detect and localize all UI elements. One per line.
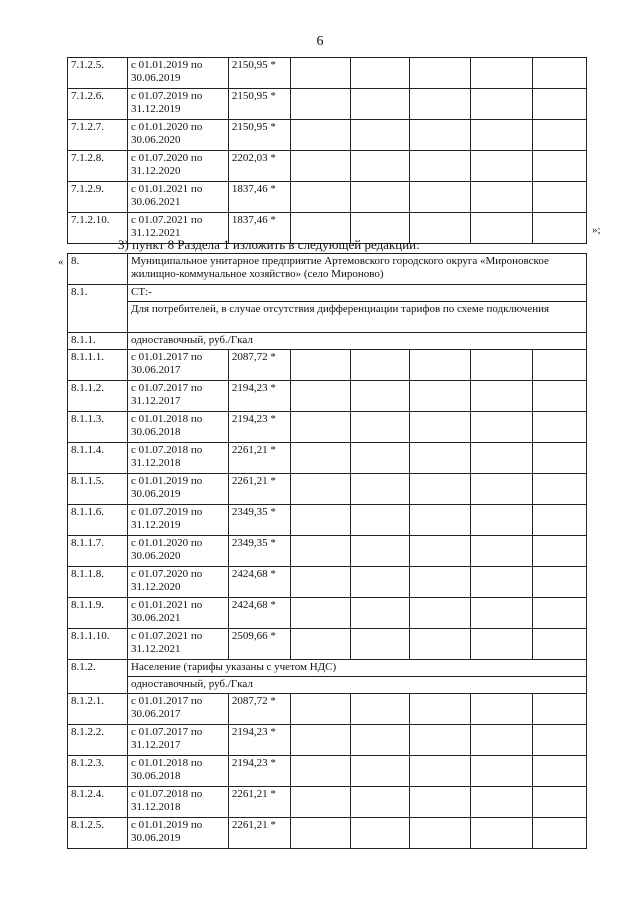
empty-cell — [533, 182, 587, 213]
row-code: 7.1.2.6. — [68, 89, 128, 120]
empty-cell — [290, 725, 350, 756]
period-cell: с 01.01.2019 по 30.06.2019 — [128, 58, 229, 89]
row-code: 7.1.2.7. — [68, 120, 128, 151]
empty-cell — [533, 818, 587, 849]
empty-cell — [351, 756, 410, 787]
row-code: 7.1.2.10. — [68, 213, 128, 244]
closing-quote: »; — [592, 224, 601, 236]
empty-cell — [409, 412, 470, 443]
empty-cell — [533, 725, 587, 756]
empty-cell — [351, 598, 410, 629]
empty-cell — [533, 474, 587, 505]
period-cell: с 01.07.2020 по 31.12.2020 — [128, 151, 229, 182]
empty-cell — [409, 598, 470, 629]
tariff-value: 2261,21 * — [228, 818, 290, 849]
tariff-value: 2087,72 * — [228, 694, 290, 725]
empty-cell — [351, 120, 410, 151]
tariff-value: 2202,03 * — [228, 151, 290, 182]
empty-cell — [409, 443, 470, 474]
empty-cell — [351, 182, 410, 213]
empty-cell — [471, 213, 533, 244]
empty-cell — [290, 474, 350, 505]
row-code: 8.1.1.8. — [68, 567, 128, 598]
empty-cell — [409, 756, 470, 787]
population-tariff-rows — [68, 694, 587, 849]
tariff-value: 2087,72 * — [228, 350, 290, 381]
tariff-value: 2150,95 * — [228, 89, 290, 120]
empty-cell — [290, 443, 350, 474]
empty-cell — [471, 443, 533, 474]
empty-cell — [351, 474, 410, 505]
empty-cell — [290, 787, 350, 818]
page-number: 6 — [316, 34, 324, 49]
empty-cell — [351, 536, 410, 567]
empty-cell — [471, 567, 533, 598]
tariff-row — [68, 151, 587, 182]
empty-cell — [410, 120, 471, 151]
empty-cell — [471, 725, 533, 756]
period-cell: с 01.07.2020 по 31.12.2020 — [128, 567, 229, 598]
period-cell: с 01.01.2020 по 30.06.2020 — [128, 536, 229, 567]
row-code: 8.1.2.5. — [68, 818, 128, 849]
row-code: 7.1.2.9. — [68, 182, 128, 213]
tariff-row — [68, 120, 587, 151]
tariff-row — [68, 505, 587, 536]
row-code: 7.1.2.8. — [68, 151, 128, 182]
tariff-row — [68, 412, 587, 443]
tariff-value: 2194,23 * — [228, 412, 290, 443]
row-code: 8.1.2. — [68, 660, 128, 694]
empty-cell — [290, 505, 350, 536]
tariff-value: 2349,35 * — [228, 536, 290, 567]
row-code: 8.1.1.3. — [68, 412, 128, 443]
tariff-row — [68, 350, 587, 381]
tariff-row — [68, 89, 587, 120]
tariff-table-7-body — [68, 58, 587, 244]
period-cell: с 01.01.2021 по 30.06.2021 — [128, 598, 229, 629]
empty-cell — [290, 350, 350, 381]
empty-cell — [351, 505, 410, 536]
row-code: 8.1.1.9. — [68, 598, 128, 629]
empty-cell — [409, 350, 470, 381]
row-code: 7.1.2.5. — [68, 58, 128, 89]
empty-cell — [533, 694, 587, 725]
period-cell: с 01.01.2020 по 30.06.2020 — [128, 120, 229, 151]
tariff-value: 2424,68 * — [228, 567, 290, 598]
empty-cell — [471, 474, 533, 505]
empty-cell — [290, 818, 350, 849]
row-code: 8.1.1.10. — [68, 629, 128, 660]
empty-cell — [351, 694, 410, 725]
st-row — [68, 285, 587, 302]
tariff-row — [68, 182, 587, 213]
period-cell: с 01.07.2019 по 31.12.2019 — [128, 505, 229, 536]
row-code: 8.1.1.6. — [68, 505, 128, 536]
empty-cell — [409, 694, 470, 725]
empty-cell — [351, 818, 410, 849]
row-code: 8.1.1.5. — [68, 474, 128, 505]
unit-label: одноставочный, руб./Гкал — [128, 333, 587, 350]
row-code: 8.1.1.7. — [68, 536, 128, 567]
empty-cell — [471, 629, 533, 660]
empty-cell — [533, 381, 587, 412]
period-cell: с 01.01.2019 по 30.06.2019 — [128, 474, 229, 505]
tariff-value: 1837,46 * — [228, 182, 290, 213]
tariff-table-8 — [67, 253, 587, 849]
empty-cell — [471, 151, 533, 182]
consumer-tariff-rows — [68, 350, 587, 660]
consumers-note-row — [68, 302, 587, 333]
unit-label: одноставочный, руб./Гкал — [128, 677, 587, 694]
empty-cell — [409, 567, 470, 598]
empty-cell — [291, 89, 351, 120]
tariff-row — [68, 58, 587, 89]
row-code: 8.1.1.1. — [68, 350, 128, 381]
consumers-note: Для потребителей, в случае отсутствия дифференциации тарифов по схеме подключения — [128, 302, 587, 333]
empty-cell — [290, 694, 350, 725]
population-row — [68, 660, 587, 677]
empty-cell — [533, 567, 587, 598]
tariff-row — [68, 381, 587, 412]
empty-cell — [533, 151, 587, 182]
empty-cell — [410, 182, 471, 213]
empty-cell — [351, 567, 410, 598]
org-header-row — [68, 254, 587, 285]
tariff-value: 2150,95 * — [228, 58, 290, 89]
tariff-row — [68, 694, 587, 725]
tariff-row — [68, 725, 587, 756]
subheader-row — [68, 677, 587, 694]
empty-cell — [471, 756, 533, 787]
empty-cell — [471, 381, 533, 412]
empty-cell — [471, 120, 533, 151]
tariff-value: 2194,23 * — [228, 756, 290, 787]
tariff-row — [68, 567, 587, 598]
empty-cell — [290, 381, 350, 412]
opening-quote: « — [58, 256, 64, 268]
tariff-row — [68, 598, 587, 629]
period-cell: с 01.07.2017 по 31.12.2017 — [128, 725, 229, 756]
period-cell: с 01.01.2018 по 30.06.2018 — [128, 756, 229, 787]
empty-cell — [471, 350, 533, 381]
empty-cell — [351, 443, 410, 474]
empty-cell — [471, 598, 533, 629]
row-code: 8.1.1. — [68, 333, 128, 350]
empty-cell — [533, 443, 587, 474]
empty-cell — [533, 58, 587, 89]
tariff-value: 2194,23 * — [228, 725, 290, 756]
empty-cell — [351, 89, 410, 120]
tariff-value: 2261,21 * — [228, 474, 290, 505]
empty-cell — [409, 505, 470, 536]
empty-cell — [533, 629, 587, 660]
empty-cell — [351, 381, 410, 412]
tariff-row — [68, 818, 587, 849]
tariff-value: 2261,21 * — [228, 787, 290, 818]
period-cell: с 01.01.2019 по 30.06.2019 — [128, 818, 229, 849]
subheader-row — [68, 333, 587, 350]
tariff-table-7 — [67, 57, 587, 244]
empty-cell — [351, 725, 410, 756]
empty-cell — [471, 505, 533, 536]
period-cell: с 01.07.2018 по 31.12.2018 — [128, 443, 229, 474]
row-code: 8. — [68, 254, 128, 285]
tariff-value: 2349,35 * — [228, 505, 290, 536]
st-label: СТ:- — [128, 285, 587, 302]
empty-cell — [533, 536, 587, 567]
empty-cell — [351, 787, 410, 818]
empty-cell — [533, 213, 587, 244]
empty-cell — [471, 694, 533, 725]
empty-cell — [351, 350, 410, 381]
empty-cell — [533, 89, 587, 120]
period-cell: с 01.01.2021 по 30.06.2021 — [128, 182, 229, 213]
tariff-row — [68, 474, 587, 505]
empty-cell — [533, 598, 587, 629]
population-label: Население (тарифы указаны с учетом НДС) — [128, 660, 587, 677]
empty-cell — [533, 787, 587, 818]
empty-cell — [409, 381, 470, 412]
empty-cell — [290, 598, 350, 629]
org-name: Муниципальное унитарное предприятие Артемовского городского округа «Мироновское жилищно-коммунальное хозяйство» (село Мироново) — [128, 254, 587, 285]
empty-cell — [351, 151, 410, 182]
row-code: 8.1.2.1. — [68, 694, 128, 725]
empty-cell — [410, 58, 471, 89]
period-cell: с 01.01.2018 по 30.06.2018 — [128, 412, 229, 443]
period-cell: с 01.07.2018 по 31.12.2018 — [128, 787, 229, 818]
empty-cell — [409, 536, 470, 567]
empty-cell — [410, 151, 471, 182]
row-code: 8.1.2.3. — [68, 756, 128, 787]
population-section — [68, 660, 587, 694]
tariff-value: 2424,68 * — [228, 598, 290, 629]
tariff-row — [68, 756, 587, 787]
tariff-value: 2194,23 * — [228, 381, 290, 412]
empty-cell — [533, 412, 587, 443]
tariff-row — [68, 787, 587, 818]
period-cell: с 01.07.2017 по 31.12.2017 — [128, 381, 229, 412]
tariff-row — [68, 443, 587, 474]
empty-cell — [471, 787, 533, 818]
empty-cell — [533, 350, 587, 381]
empty-cell — [290, 756, 350, 787]
period-cell: с 01.01.2017 по 30.06.2017 — [128, 350, 229, 381]
empty-cell — [471, 818, 533, 849]
tariff-value: 2150,95 * — [228, 120, 290, 151]
empty-cell — [291, 58, 351, 89]
row-code: 8.1.2.4. — [68, 787, 128, 818]
row-code: 8.1. — [68, 285, 128, 333]
empty-cell — [351, 412, 410, 443]
empty-cell — [409, 474, 470, 505]
empty-cell — [291, 120, 351, 151]
period-cell: с 01.07.2019 по 31.12.2019 — [128, 89, 229, 120]
row-code: 8.1.1.4. — [68, 443, 128, 474]
tariff-value: 2509,66 * — [228, 629, 290, 660]
empty-cell — [290, 567, 350, 598]
empty-cell — [410, 89, 471, 120]
tariff-row — [68, 629, 587, 660]
period-cell: с 01.07.2021 по 31.12.2021 — [128, 629, 229, 660]
tariff-value: 2261,21 * — [228, 443, 290, 474]
empty-cell — [533, 756, 587, 787]
empty-cell — [290, 629, 350, 660]
empty-cell — [351, 58, 410, 89]
amendment-instruction: 3) пункт 8 Раздела 1 изложить в следующей редакции: — [118, 237, 420, 252]
tariff-table-8-body — [68, 254, 587, 350]
empty-cell — [471, 412, 533, 443]
empty-cell — [290, 412, 350, 443]
empty-cell — [409, 787, 470, 818]
empty-cell — [291, 182, 351, 213]
empty-cell — [290, 536, 350, 567]
empty-cell — [533, 505, 587, 536]
period-cell: с 01.01.2017 по 30.06.2017 — [128, 694, 229, 725]
empty-cell — [409, 629, 470, 660]
empty-cell — [471, 182, 533, 213]
row-code: 8.1.1.2. — [68, 381, 128, 412]
empty-cell — [471, 89, 533, 120]
tariff-value: 1837,46 * — [228, 213, 290, 244]
period-cell: с 01.07.2021 по 31.12.2021 — [128, 213, 229, 244]
empty-cell — [471, 58, 533, 89]
empty-cell — [409, 725, 470, 756]
empty-cell — [533, 120, 587, 151]
row-code: 8.1.2.2. — [68, 725, 128, 756]
tariff-row — [68, 536, 587, 567]
empty-cell — [471, 536, 533, 567]
empty-cell — [291, 151, 351, 182]
empty-cell — [351, 629, 410, 660]
empty-cell — [409, 818, 470, 849]
